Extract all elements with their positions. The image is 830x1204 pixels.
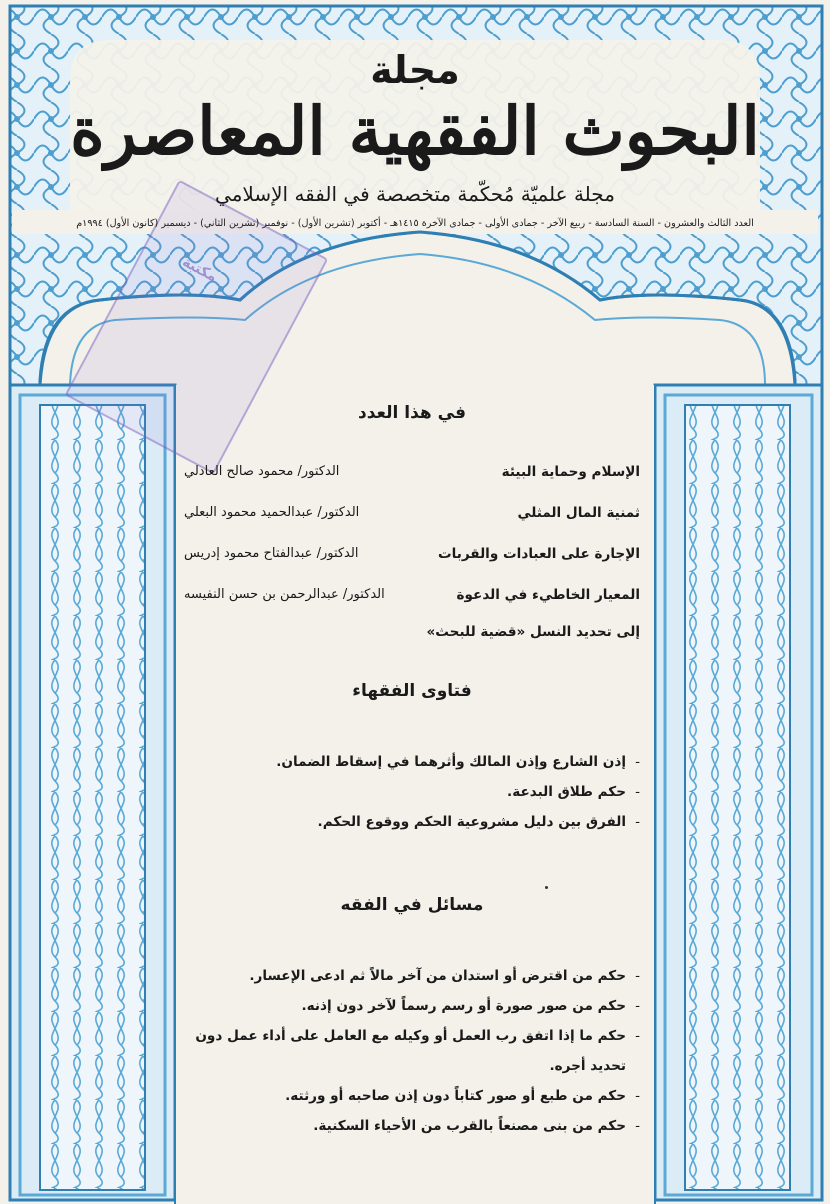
journal-subtitle: مجلة علميّة مُحكّمة متخصصة في الفقه الإسلامي [215,182,615,206]
ink-speck [545,886,548,889]
issue-line: العدد الثالث والعشرون - السنة السادسة - ربيع الآخر - جمادى الأولى - جمادى الآخرة ١٤١٥هـ - أكتوبر (تشرين الأول) - نوفمبر (تشرين الثاني) - ديسمبر (كانون الأول) ١٩٩٤م [76,218,754,229]
article-title: ثمنية المال المثلي [517,504,640,521]
article-title: المعيار الخاطيء في الدعوة [456,586,640,603]
masthead-word: مجلة [370,48,460,92]
masail-heading: مسائل في الفقه [340,895,484,915]
list-item: - حكم من بنى مصنعاً بالقرب من الأحياء السكنية. [184,1111,626,1141]
article-row [184,533,640,574]
article-author: الدكتور/ عبدالفتاح محمود إدريس [184,546,359,561]
article-row [184,451,640,492]
article-title: إلى تحديد النسل «قضية للبحث» [426,624,640,640]
article-title: الإجارة على العبادات والقربات [437,545,640,562]
article-row [184,574,640,615]
article-row [184,615,640,649]
list-item: - إذن الشارع وإذن المالك وأثرهما في إسقاط الضمان. [184,747,626,777]
article-author: الدكتور/ محمود صالح العادلي [184,464,340,479]
table-of-contents [184,385,640,1141]
stamp-text: مكتبة [179,254,220,286]
list-item: - حكم من اقترض أو استدان من آخر مالاً ثم ادعى الإعسار. [184,961,626,991]
list-item: - حكم طلاق البدعة. [184,777,626,807]
list-item: - الفرق بين دليل مشروعية الحكم ووقوع الحكم. [184,807,626,837]
journal-title: البحوث الفقهية المعاصرة [70,92,760,170]
article-row [184,492,640,533]
article-author: الدكتور/ عبدالحميد محمود البعلي [184,505,360,520]
list-item: - حكم ما إذا اتفق رب العمل أو وكيله مع العامل على أداء عمل دون تحديد أجره. [184,1021,626,1081]
article-title: الإسلام وحماية البيئة [501,463,640,480]
list-item: - حكم من صور صورة أو رسم رسماً لآخر دون إذنه. [184,991,626,1021]
article-author: الدكتور/ عبدالرحمن بن حسن النفيسه [184,587,385,602]
fatawa-list [184,747,640,837]
in-this-issue-heading: في هذا العدد [358,403,466,423]
masail-list [184,961,640,1141]
fatawa-heading: فتاوى الفقهاء [352,681,472,701]
list-item: - حكم من طبع أو صور كتاباً دون إذن صاحبه أو ورثته. [184,1081,626,1111]
